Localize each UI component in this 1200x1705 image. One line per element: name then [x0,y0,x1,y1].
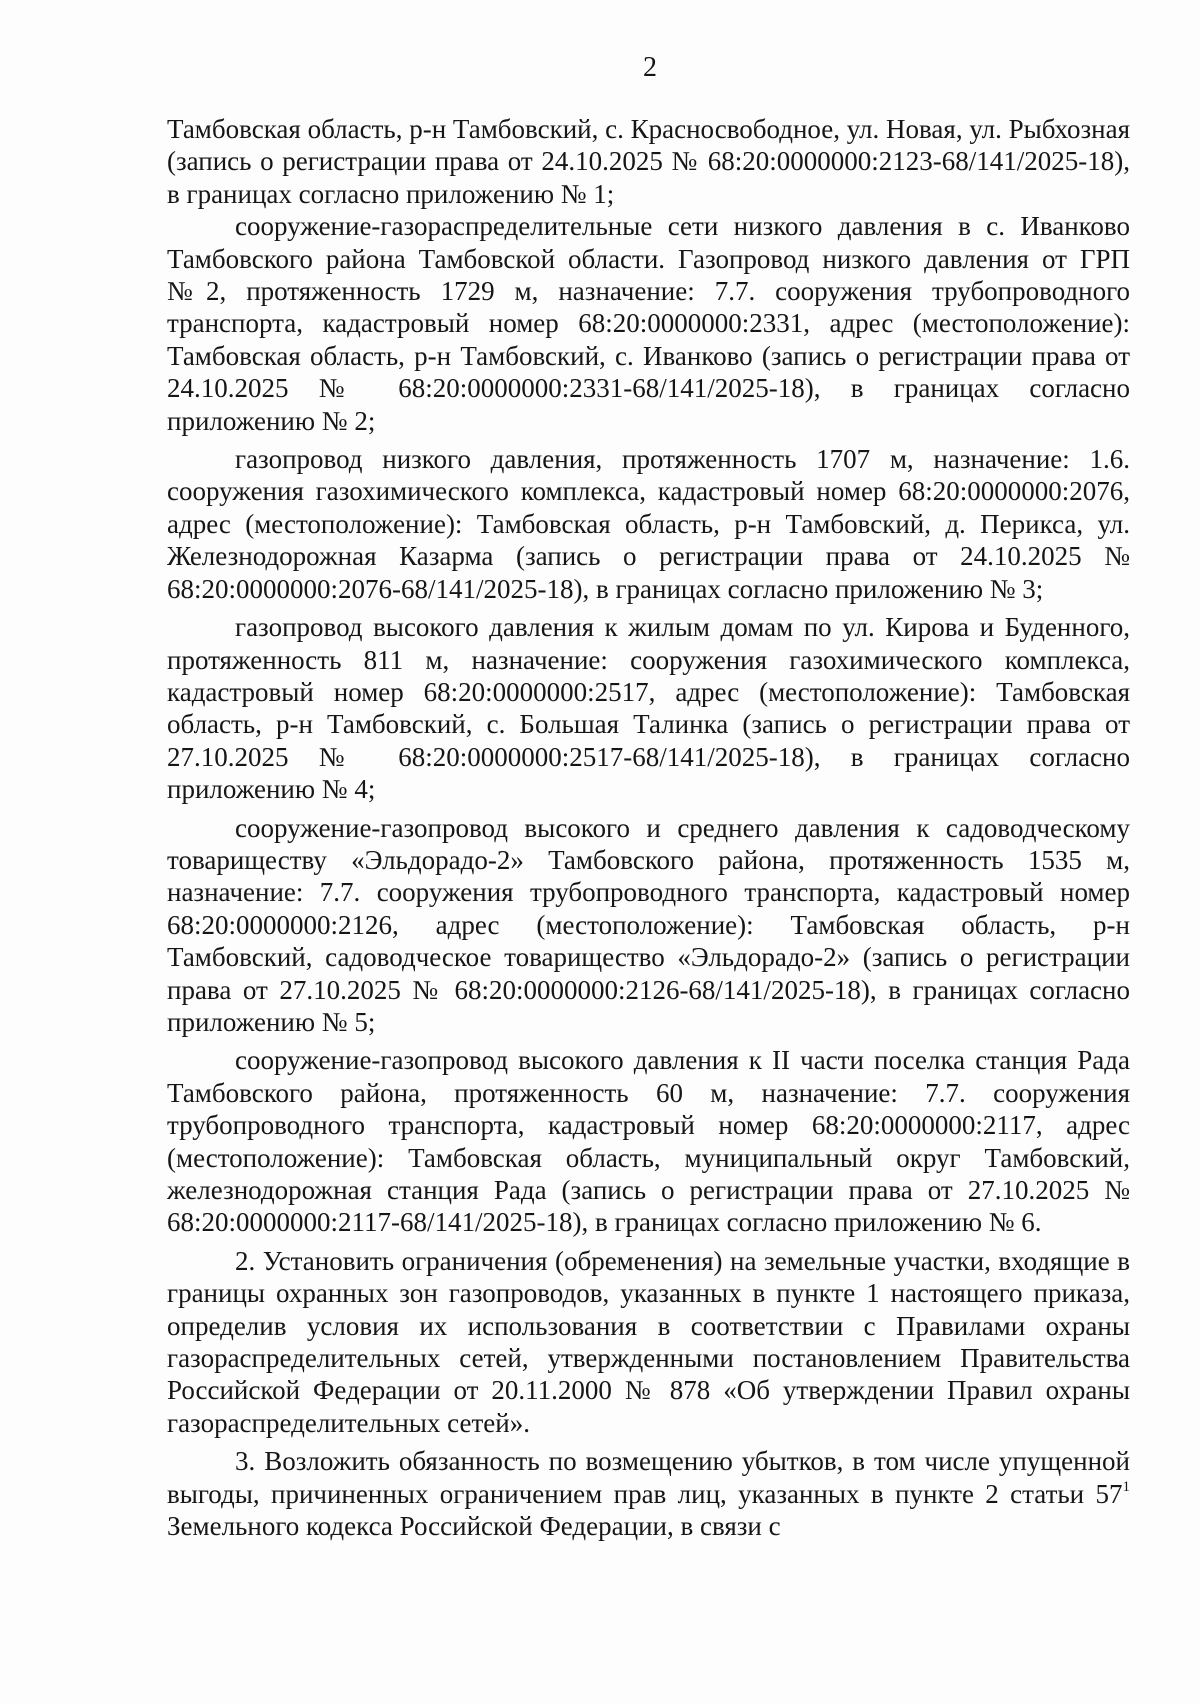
paragraph-clause-3 [167,1445,1130,1542]
paragraph-item-bolshaya-talinka: газопровод высокого давления к жилым домам по ул. Кирова и Буденного, протяженность 811 м, назначение: сооружения газохимического комплекса, кадастровый номер 68:20:0000000:2517, адрес (местоположение): Тамбовская область, р-н Тамбовский, с. Большая Талинка (запись о регистрации права от 27.10.2025 № 68:20:0000000:2517-68/141/2025-18), в границах согласно приложению № 4; [167,612,1130,805]
paragraph-item-ivankovo: сооружение-газораспределительные сети низкого давления в с. Иванково Тамбовского района Тамбовской области. Газопровод низкого давления от ГРП №2, протяженность 1729 м, назначение: 7.7. сооружения трубопроводного транспорта, кадастровый номер 68:20:0000000:2331, адрес (местоположение): Тамбовская область, р-н Тамбовский, с. Иванково (запись о регистрации права от 24.10.2025 № 68:20:0000000:2331-68/141/2025-18), в границах согласно приложению № 2; [167,211,1130,436]
paragraph-continuation: Тамбовская область, р-н Тамбовский, с. Красносвободное, ул. Новая, ул. Рыбхозная (запись о регистрации права от 24.10.2025 № 68:20:0000000:2123-68/141/2025-18), в границах согласно приложению № 1; [167,114,1130,209]
paragraph-item-periksa: газопровод низкого давления, протяженность 1707 м, назначение: 1.6. сооружения газохимического комплекса, кадастровый номер 68:20:0000000:2076, адрес (местоположение): Тамбовская область, р-н Тамбовский, д. Перикса, ул. Железнодорожная Казарма (запись о регистрации права от 24.10.2025 № 68:20:0000000:2076-68/141/2025-18), в границах согласно приложению № 3; [167,444,1130,604]
paragraph-item-rada: сооружение-газопровод высокого давления к II части поселка станция Рада Тамбовского района, протяженность 60 м, назначение: 7.7. сооружения трубопроводного транспорта, кадастровый номер 68:20:0000000:2117, адрес (местоположение): Тамбовская область, муниципальный округ Тамбовский, железнодорожная станция Рада (запись о регистрации права от 27.10.2025 № 68:20:0000000:2117-68/141/2025-18), в границах согласно приложению № 6. [167,1045,1130,1238]
page-number: 2 [643,52,657,83]
clause-3-text-start: 3. Возложить обязанность по возмещению убытков, в том числе упущенной выгоды, причиненных ограничением прав лиц, указанных в пункте 2 статьи 57 [167,1446,1130,1509]
paragraph-clause-2: 2. Установить ограничения (обременения) на земельные участки, входящие в границы охранных зон газопроводов, указанных в пункте 1 настоящего приказа, определив условия их использования в соответствии с Правилами охраны газораспределительных сетей, утвержденными постановлением Правительства Российской Федерации от 20.11.2000 № 878 «Об утверждении Правил охраны газораспределительных сетей». [167,1245,1130,1438]
document-body [167,113,1130,1542]
paragraph-item-eldorado: сооружение-газопровод высокого и среднего давления к садоводческому товариществу «Эльдорадо-2» Тамбовского района, протяженность 1535 м, назначение: 7.7. сооружения трубопроводного транспорта, кадастровый номер 68:20:0000000:2126, адрес (местоположение): Тамбовская область, р-н Тамбовский, садоводческое товарищество «Эльдорадо-2» (запись о регистрации права от 27.10.2025 № 68:20:0000000:2126-68/141/2025-18), в границах согласно приложению № 5; [167,812,1130,1037]
article-superscript: 1 [1122,1478,1130,1495]
clause-3-text-end: Земельного кодекса Российской Федерации, в связи с [167,1511,781,1542]
